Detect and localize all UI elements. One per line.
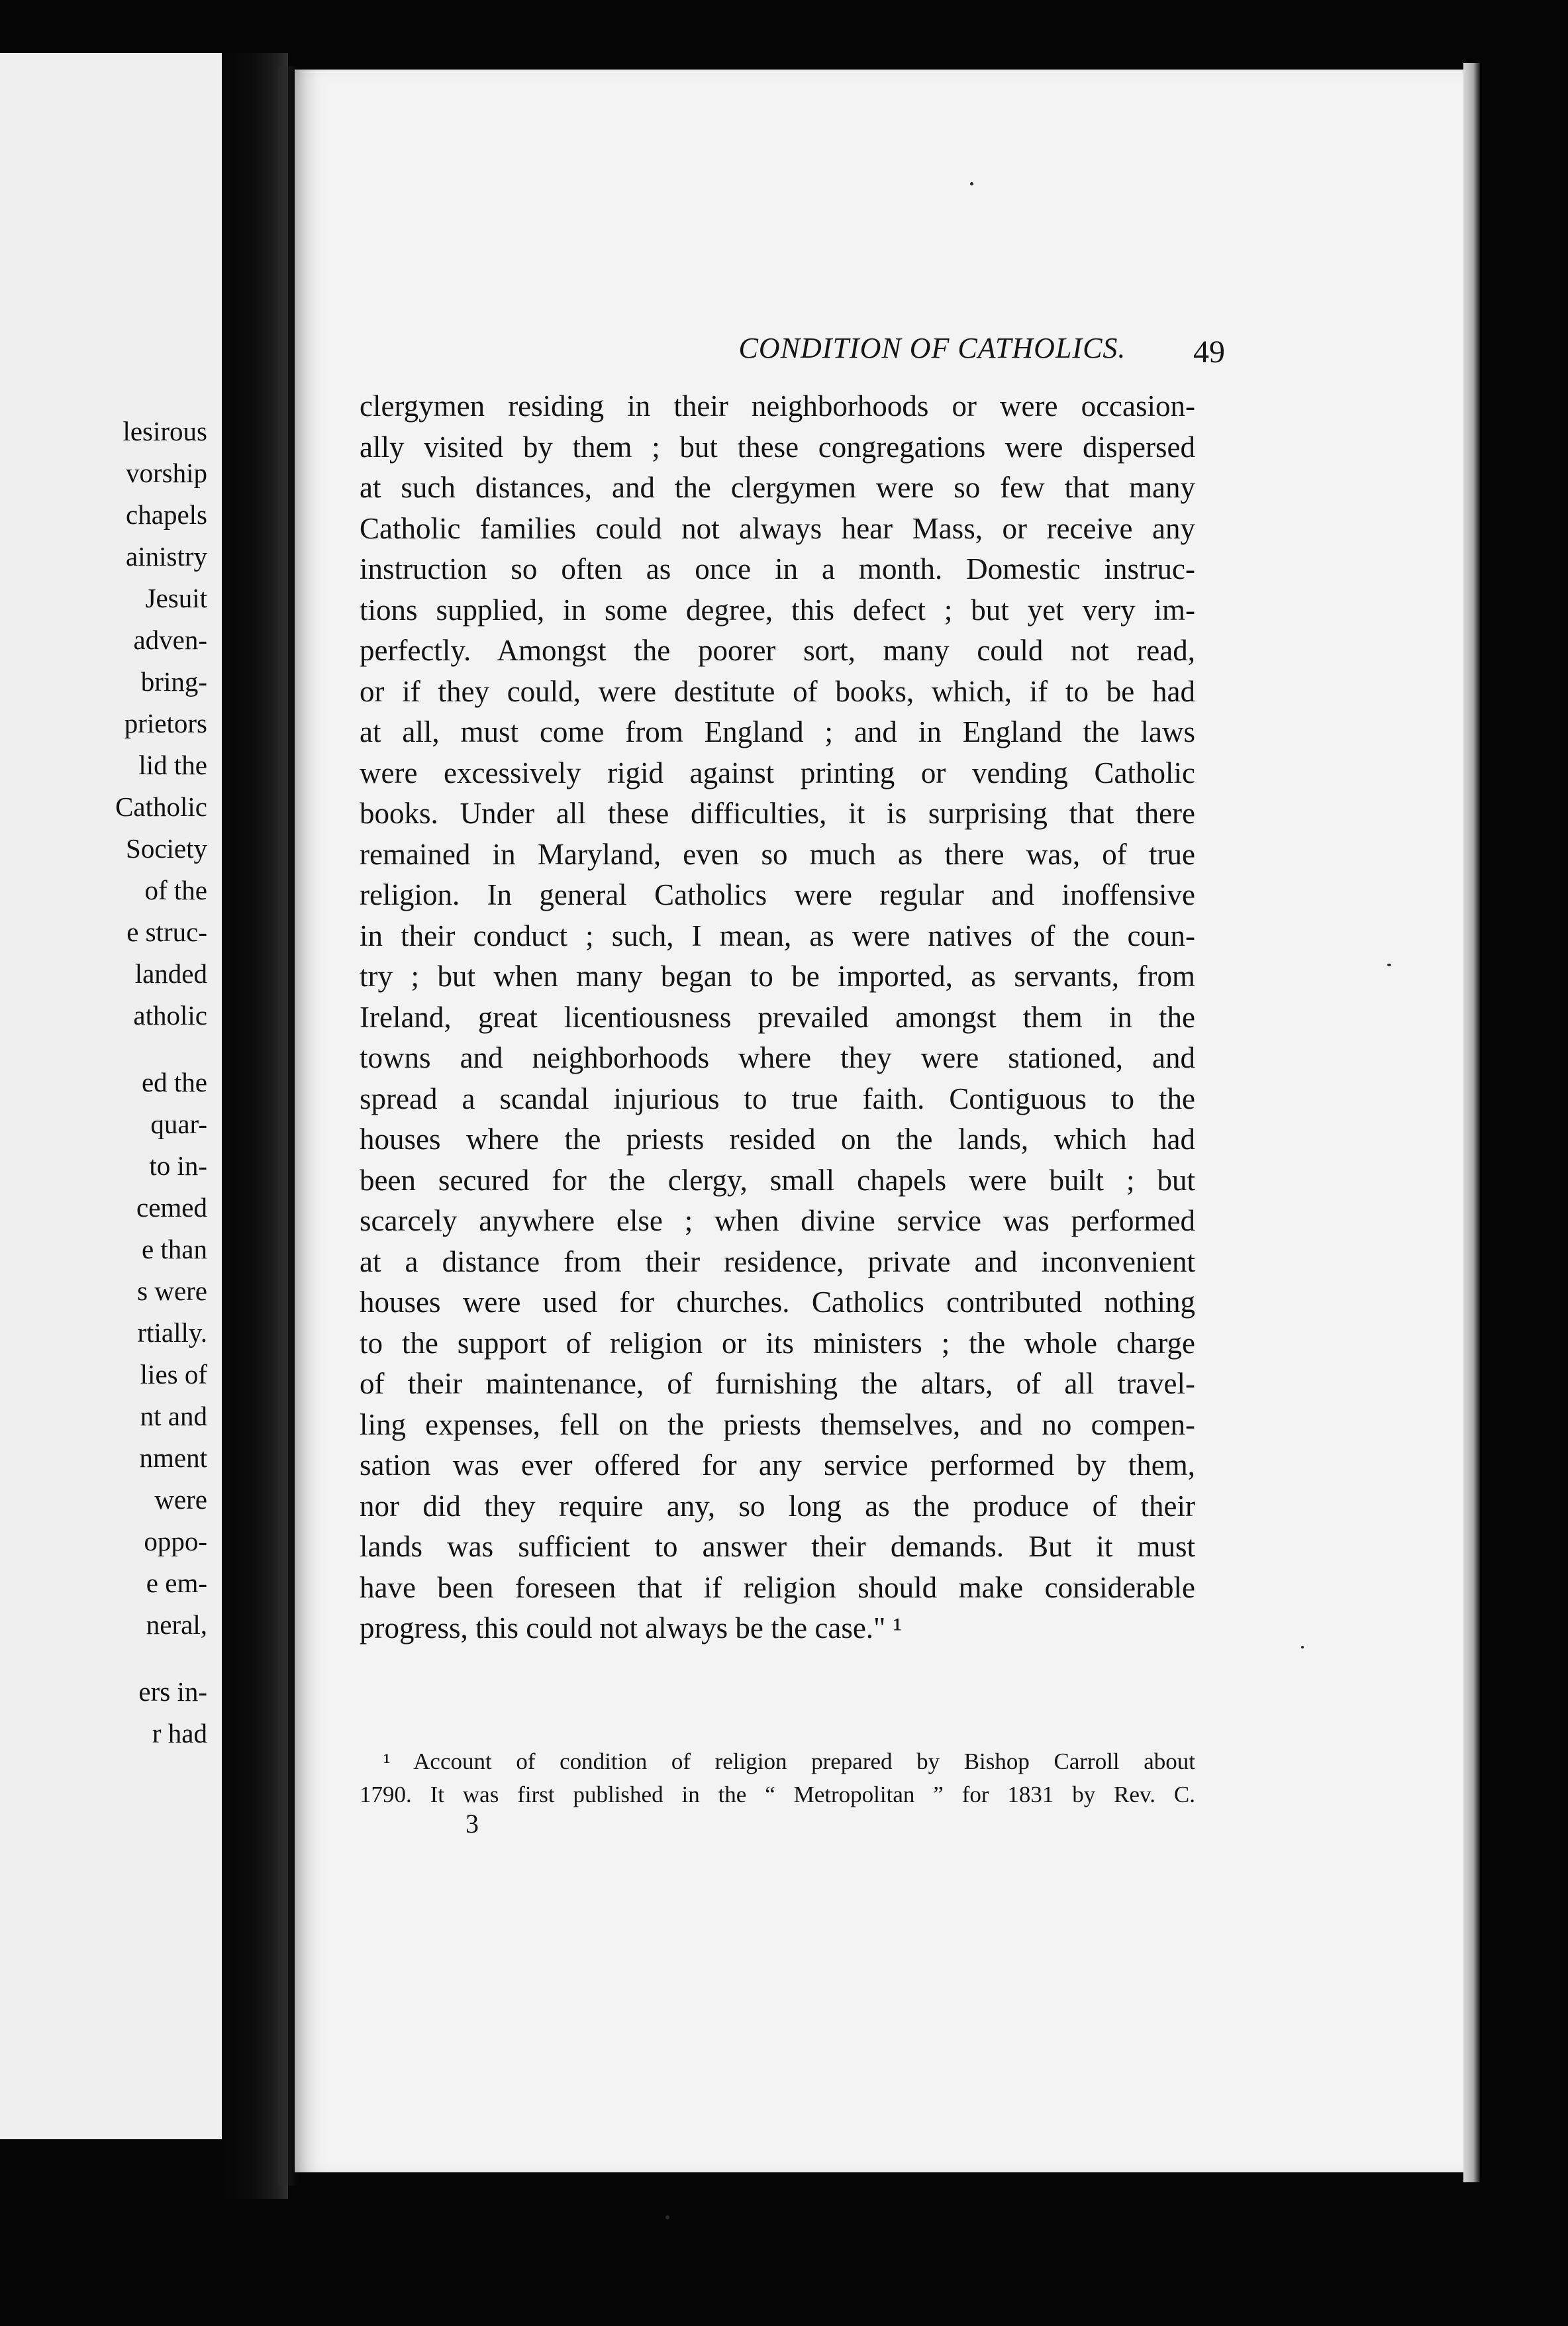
body-line: perfectly. Amongst the poorer sort, many could not read, <box>360 634 1195 667</box>
page-right-edge <box>1463 63 1480 2182</box>
body-line: or if they could, were destitute of books, which, if to be had <box>360 674 1195 708</box>
body-line: ally visited by them ; but these congregations were dispersed <box>360 430 1195 464</box>
body-line: houses were used for churches. Catholics contributed nothing <box>360 1286 1195 1319</box>
left-fragment: s were <box>137 1276 207 1306</box>
left-fragment: e than <box>141 1234 207 1264</box>
left-fragment: to in- <box>149 1150 207 1181</box>
left-fragment: landed <box>134 958 207 989</box>
body-line: scarcely anywhere else ; when divine service was performed <box>360 1204 1195 1237</box>
body-line: lands was sufficient to answer their demands. But it must <box>360 1530 1195 1563</box>
body-line: of their maintenance, of furnishing the altars, of all travel- <box>360 1367 1195 1400</box>
page-number: 49 <box>1193 334 1225 370</box>
body-line: at such distances, and the clergymen were so few that many <box>360 471 1195 504</box>
left-fragment: r had <box>152 1718 207 1748</box>
body-line: towns and neighborhoods where they were stationed, and <box>360 1041 1195 1074</box>
body-line: to the support of religion or its ministers ; the whole charge <box>360 1326 1195 1360</box>
body-line: tions supplied, in some degree, this defect ; but yet very im- <box>360 593 1195 627</box>
body-line: at all, must come from England ; and in England the laws <box>360 715 1195 748</box>
left-fragment: e em- <box>146 1568 207 1598</box>
left-fragment: atholic <box>133 1000 207 1031</box>
body-text <box>360 386 1195 1649</box>
body-line: were excessively rigid against printing or vending Catholic <box>360 756 1195 789</box>
body-line: at a distance from their residence, private and inconvenient <box>360 1244 1195 1278</box>
body-line: Ireland, great licentiousness prevailed amongst them in the <box>360 1000 1195 1034</box>
left-fragment: Society <box>126 833 207 864</box>
left-fragment: nt and <box>140 1401 207 1431</box>
body-line: try ; but when many began to be imported, as servants, from <box>360 960 1195 993</box>
signature-mark: 3 <box>466 1809 479 1839</box>
left-fragment: e struc- <box>126 917 207 947</box>
left-fragment: ainistry <box>126 541 207 572</box>
running-head <box>295 323 1463 370</box>
body-line: nor did they require any, so long as the produce of their <box>360 1489 1195 1523</box>
left-page-text-fragments <box>0 411 207 1754</box>
left-fragment: adven- <box>133 625 207 655</box>
footnote-line: ¹ Account of condition of religion prepared by Bishop Carroll about <box>383 1748 1195 1774</box>
left-page <box>0 53 222 2139</box>
left-fragment: quar- <box>150 1109 207 1139</box>
body-line: have been foreseen that if religion should make considerable <box>360 1570 1195 1604</box>
body-line: spread a scandal injurious to true faith. Contiguous to the <box>360 1082 1195 1115</box>
left-fragment: rtially. <box>137 1317 207 1348</box>
left-fragment: vorship <box>126 458 207 488</box>
left-fragment: cemed <box>136 1192 207 1223</box>
scan-speck <box>970 182 973 185</box>
main-page <box>295 70 1463 2172</box>
left-fragment: oppo- <box>144 1526 207 1556</box>
left-fragment: Catholic <box>115 791 207 822</box>
body-line: clergymen residing in their neighborhoods or were occasion- <box>360 389 1195 423</box>
scan-speck <box>1301 1646 1304 1648</box>
body-line: instruction so often as once in a month. Domestic instruc- <box>360 552 1195 585</box>
footnote-line: 1790. It was first published in the “ Metropolitan ” for 1831 by Rev. C. <box>360 1782 1195 1807</box>
body-line: remained in Maryland, even so much as there was, of true <box>360 837 1195 871</box>
left-fragment: lesirous <box>122 416 207 446</box>
body-line: ling expenses, fell on the priests themselves, and no compen- <box>360 1407 1195 1441</box>
scan-speck <box>665 2215 669 2219</box>
left-fragment: chapels <box>126 499 207 530</box>
left-fragment: lies of <box>140 1359 207 1390</box>
left-fragment: lid the <box>138 750 207 780</box>
left-fragment: neral, <box>146 1609 207 1640</box>
left-fragment: ers in- <box>138 1676 207 1707</box>
body-line: in their conduct ; such, I mean, as were natives of the coun- <box>360 919 1195 952</box>
left-fragment: prietors <box>124 708 207 738</box>
left-fragment: bring- <box>140 666 207 697</box>
body-line: been secured for the clergy, small chapels were built ; but <box>360 1163 1195 1197</box>
scan-speck <box>1387 964 1391 966</box>
body-line: progress, this could not always be the case." ¹ <box>360 1611 903 1644</box>
left-fragment: nment <box>139 1442 207 1473</box>
footnote <box>360 1745 1195 1811</box>
body-line: sation was ever offered for any service performed by them, <box>360 1448 1195 1482</box>
left-fragment: were <box>154 1484 207 1515</box>
body-line: houses where the priests resided on the lands, which had <box>360 1123 1195 1156</box>
body-line: books. Under all these difficulties, it is surprising that there <box>360 797 1195 830</box>
running-title: CONDITION OF CATHOLICS. <box>738 332 1126 364</box>
left-fragment: of the <box>144 875 207 905</box>
body-line: Catholic families could not always hear Mass, or receive any <box>360 511 1195 545</box>
left-fragment: Jesuit <box>145 583 207 613</box>
body-line: religion. In general Catholics were regular and inoffensive <box>360 878 1195 911</box>
left-fragment: ed the <box>141 1067 207 1097</box>
